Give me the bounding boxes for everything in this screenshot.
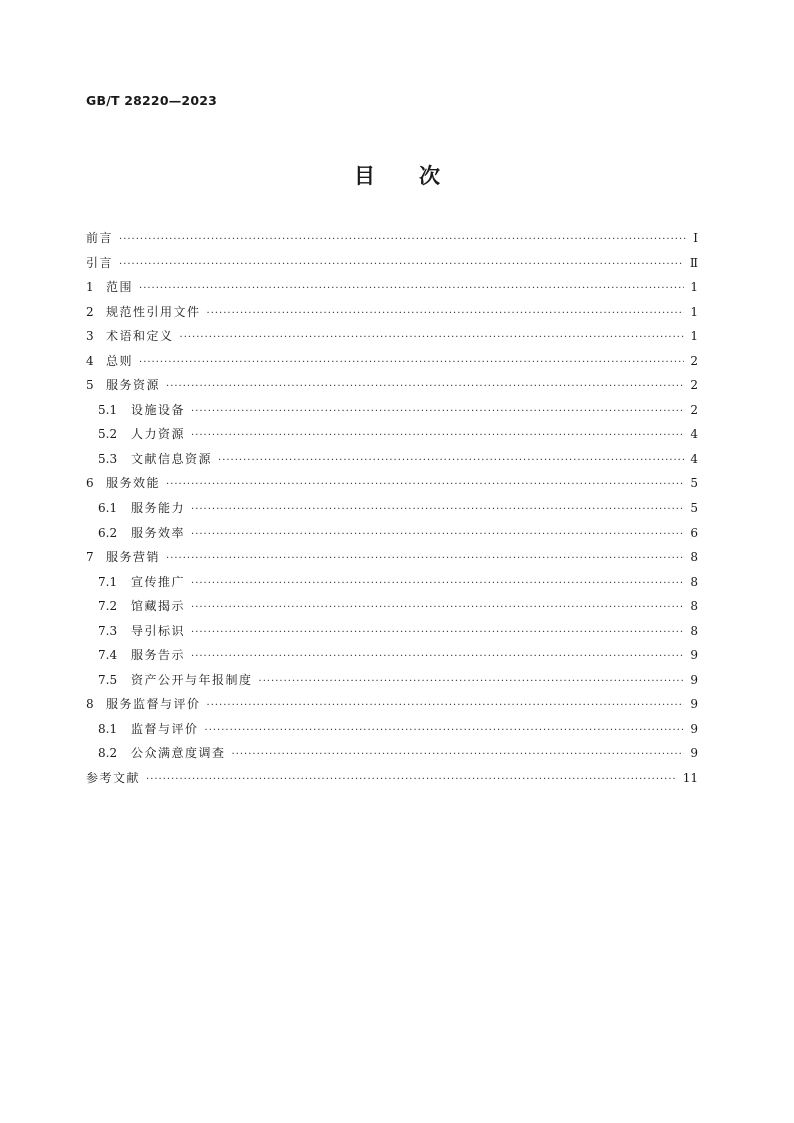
toc-entry-page: 4 xyxy=(690,427,698,442)
toc-entry-label: 前言 xyxy=(86,231,114,245)
page-title xyxy=(0,160,794,190)
dot-leader xyxy=(191,572,684,597)
toc-entry[interactable] xyxy=(86,521,698,546)
dot-leader xyxy=(191,424,684,449)
toc-entry-page: 6 xyxy=(690,525,698,540)
toc-entry-page: 9 xyxy=(690,697,698,712)
toc-entry[interactable] xyxy=(86,251,698,276)
dot-leader xyxy=(166,473,684,498)
toc-entry-number: 5.1 xyxy=(98,402,118,417)
toc-entry[interactable] xyxy=(86,692,698,717)
toc-entry-number: 6.2 xyxy=(98,525,118,540)
toc-entry-page: 2 xyxy=(690,402,698,417)
toc-entry[interactable] xyxy=(86,545,698,570)
toc-entry-number: 7.2 xyxy=(98,599,118,614)
toc-entry-label: 总则 xyxy=(106,353,134,368)
toc-entry-label: 服务资源 xyxy=(106,378,161,393)
toc-entry-label: 服务监督与评价 xyxy=(106,697,201,712)
toc-entry-number: 1 xyxy=(86,280,94,295)
toc-entry-page: 1 xyxy=(690,304,698,319)
toc-entry-label: 公众满意度调查 xyxy=(131,746,226,761)
toc-entry-number: 8.2 xyxy=(98,746,118,761)
dot-leader xyxy=(191,621,684,646)
toc-entry-label: 文献信息资源 xyxy=(131,451,213,466)
toc-entry[interactable] xyxy=(86,471,698,496)
toc-entry-number: 7.4 xyxy=(98,648,118,663)
toc-entry[interactable] xyxy=(86,594,698,619)
toc-entry-label: 导引标识 xyxy=(131,623,186,638)
toc-entry[interactable] xyxy=(86,300,698,325)
dot-leader xyxy=(139,351,684,376)
toc-entry-label: 设施设备 xyxy=(131,402,186,417)
toc-entry-page: 8 xyxy=(690,574,698,589)
dot-leader xyxy=(207,694,685,719)
dot-leader xyxy=(205,719,685,744)
toc-entry-page: 1 xyxy=(690,280,698,295)
dot-leader xyxy=(166,375,684,400)
toc-entry-label: 监督与评价 xyxy=(131,721,199,736)
toc-entry-number: 4 xyxy=(86,353,94,368)
toc-entry-label: 人力资源 xyxy=(131,427,186,442)
title-char-1: 目 xyxy=(354,164,375,188)
dot-leader xyxy=(166,547,684,572)
toc-entry-number: 7.5 xyxy=(98,672,118,687)
dot-leader xyxy=(119,253,684,278)
toc-entry-number: 2 xyxy=(86,304,94,319)
toc-entry-number: 5.2 xyxy=(98,427,118,442)
toc-entry-page: 8 xyxy=(690,550,698,565)
toc-entry[interactable] xyxy=(86,324,698,349)
toc-entry-number: 6 xyxy=(86,476,94,491)
toc-entry-label: 服务能力 xyxy=(131,501,186,516)
toc-entry[interactable] xyxy=(86,643,698,668)
toc-entry-page: 1 xyxy=(690,329,698,344)
toc-entry-page: 8 xyxy=(690,623,698,638)
toc-entry-page: 11 xyxy=(682,771,698,786)
toc-entry-label: 宣传推广 xyxy=(131,574,186,589)
toc-entry-number: 8 xyxy=(86,697,94,712)
toc-entry-label: 范围 xyxy=(106,280,134,295)
toc-entry-page: 2 xyxy=(690,378,698,393)
toc-entry-label: 服务效率 xyxy=(131,525,186,540)
toc-entry-page: 9 xyxy=(690,672,698,687)
dot-leader xyxy=(191,645,684,670)
toc-entry[interactable] xyxy=(86,668,698,693)
toc-entry[interactable] xyxy=(86,422,698,447)
dot-leader xyxy=(191,400,684,425)
dot-leader xyxy=(218,449,684,474)
toc-entry[interactable] xyxy=(86,447,698,472)
toc-entry-number: 6.1 xyxy=(98,501,118,516)
toc-entry-number: 5.3 xyxy=(98,451,118,466)
toc-entry-page: Ⅱ xyxy=(689,255,698,270)
toc-entry-label: 参考文献 xyxy=(86,771,141,786)
dot-leader xyxy=(207,302,685,327)
toc-entry-label: 规范性引用文件 xyxy=(106,304,201,319)
toc-entry[interactable] xyxy=(86,398,698,423)
table-of-contents xyxy=(86,226,698,791)
toc-entry-label: 资产公开与年报制度 xyxy=(131,672,253,687)
toc-entry[interactable] xyxy=(86,373,698,398)
dot-leader xyxy=(139,277,684,302)
toc-entry-label: 馆藏揭示 xyxy=(131,599,186,614)
toc-entry[interactable] xyxy=(86,741,698,766)
dot-leader xyxy=(232,743,685,768)
toc-entry-page: 2 xyxy=(690,353,698,368)
dot-leader xyxy=(259,670,685,695)
toc-entry-page: Ⅰ xyxy=(693,231,698,245)
toc-entry-number: 5 xyxy=(86,378,94,393)
toc-entry-number: 7.1 xyxy=(98,574,118,589)
dot-leader xyxy=(119,228,687,253)
dot-leader xyxy=(191,523,684,548)
toc-entry-label: 术语和定义 xyxy=(106,329,174,344)
toc-entry-label: 服务效能 xyxy=(106,476,161,491)
dot-leader xyxy=(146,768,677,793)
toc-entry-page: 9 xyxy=(690,721,698,736)
toc-entry-label: 引言 xyxy=(86,255,114,270)
toc-entry[interactable] xyxy=(86,275,698,300)
toc-entry[interactable] xyxy=(86,717,698,742)
toc-entry-label: 服务营销 xyxy=(106,550,161,565)
toc-entry-number: 7 xyxy=(86,550,94,565)
toc-entry-page: 8 xyxy=(690,599,698,614)
toc-entry-number: 7.3 xyxy=(98,623,118,638)
toc-entry[interactable] xyxy=(86,496,698,521)
toc-entry-number: 8.1 xyxy=(98,721,118,736)
standard-number: GB/T 28220—2023 xyxy=(86,93,218,108)
toc-entry-page: 4 xyxy=(690,451,698,466)
toc-entry[interactable] xyxy=(86,349,698,374)
dot-leader xyxy=(180,326,685,351)
toc-entry[interactable] xyxy=(86,570,698,595)
toc-entry-page: 5 xyxy=(690,501,698,516)
toc-entry-page: 9 xyxy=(690,746,698,761)
toc-entry-page: 5 xyxy=(690,476,698,491)
toc-entry-page: 9 xyxy=(690,648,698,663)
toc-entry-number: 3 xyxy=(86,329,94,344)
toc-entry[interactable] xyxy=(86,766,698,791)
toc-entry[interactable] xyxy=(86,619,698,644)
dot-leader xyxy=(191,498,684,523)
toc-entry-label: 服务告示 xyxy=(131,648,186,663)
dot-leader xyxy=(191,596,684,621)
title-char-2: 次 xyxy=(419,164,440,188)
toc-entry[interactable] xyxy=(86,226,698,251)
